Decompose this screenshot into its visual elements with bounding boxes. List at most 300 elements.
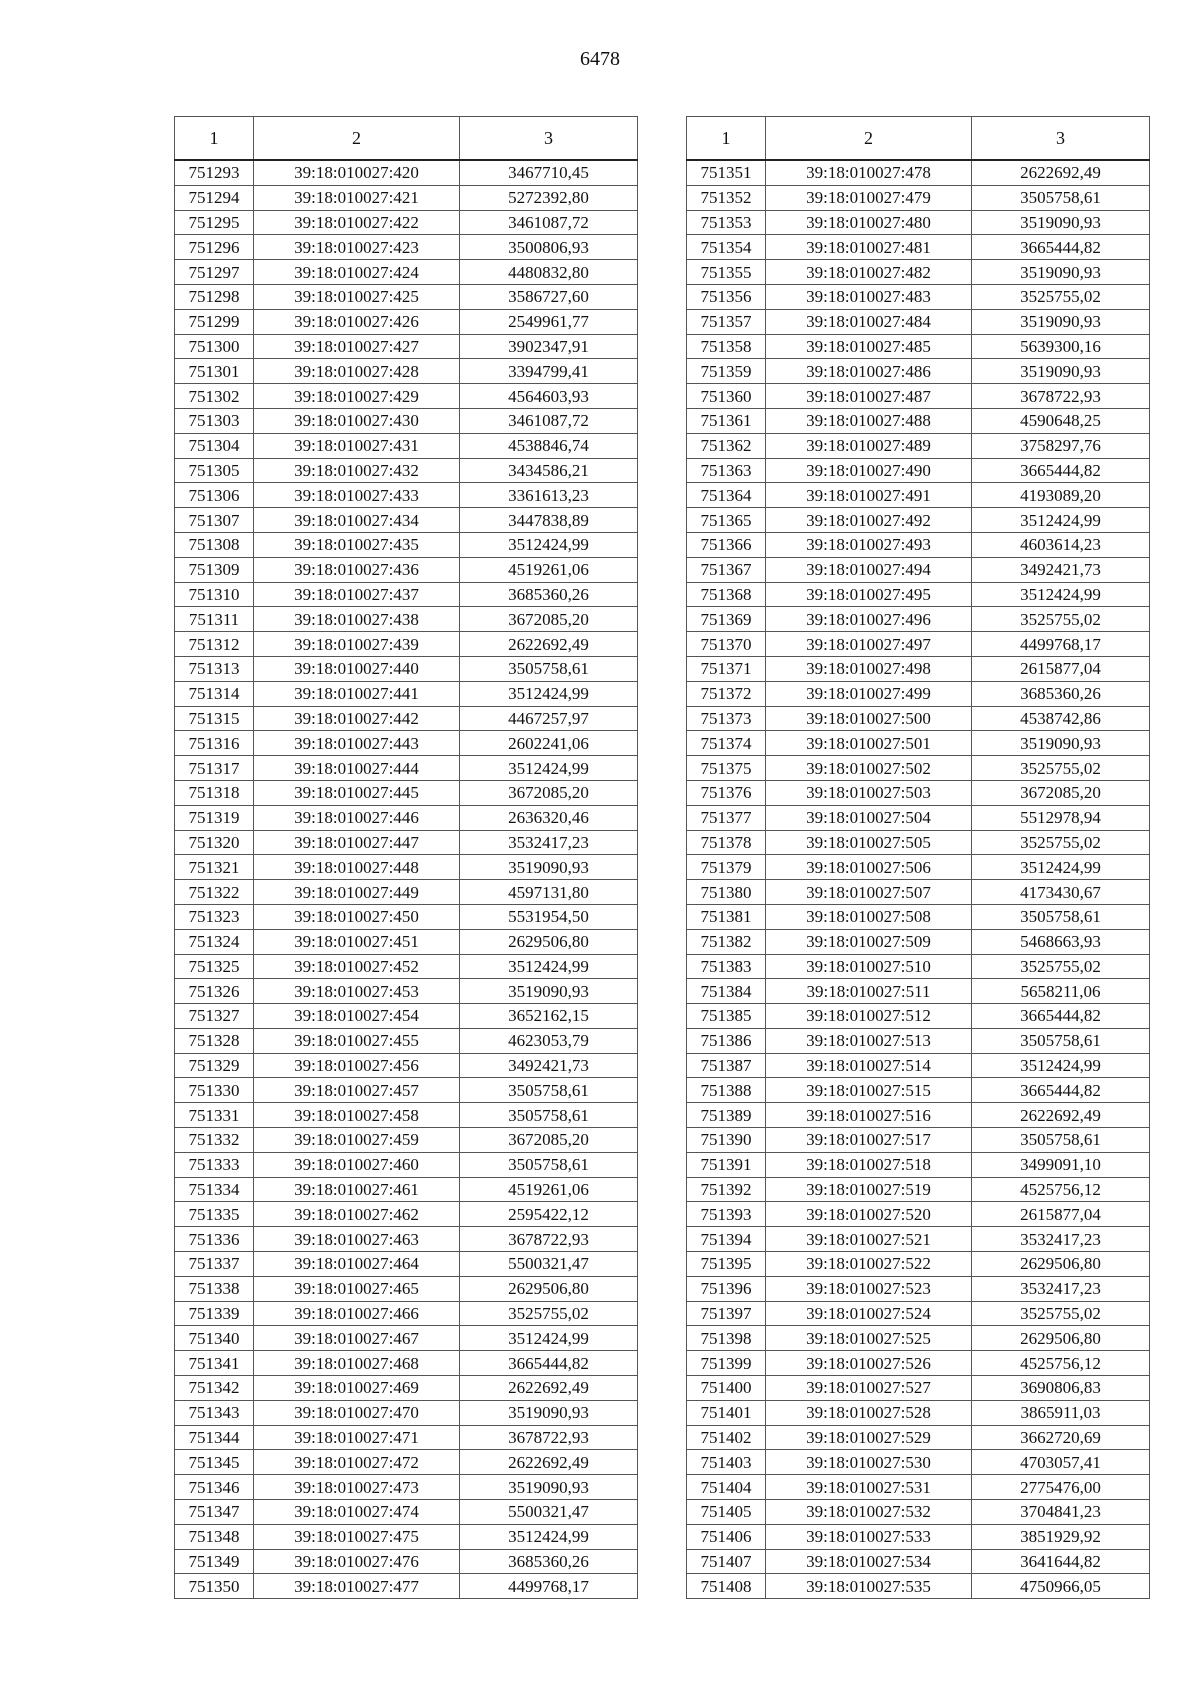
row-number-cell: 751295 [175, 210, 254, 235]
table-row [175, 780, 638, 805]
cadastral-number-cell: 39:18:010027:497 [766, 632, 972, 657]
cadastral-number-cell: 39:18:010027:505 [766, 830, 972, 855]
table-row [687, 929, 1150, 954]
row-number-cell: 751397 [687, 1301, 766, 1326]
cadastral-number-cell: 39:18:010027:508 [766, 904, 972, 929]
table-row [687, 458, 1150, 483]
table-row [687, 1202, 1150, 1227]
value-cell: 3512424,99 [460, 532, 638, 557]
cadastral-number-cell: 39:18:010027:434 [254, 508, 460, 533]
cadastral-number-cell: 39:18:010027:429 [254, 384, 460, 409]
value-cell: 2622692,49 [972, 160, 1150, 185]
table-row [175, 408, 638, 433]
table-row [175, 433, 638, 458]
cadastral-number-cell: 39:18:010027:492 [766, 508, 972, 533]
row-number-cell: 751346 [175, 1475, 254, 1500]
row-number-cell: 751369 [687, 607, 766, 632]
table-row [687, 1252, 1150, 1277]
cadastral-number-cell: 39:18:010027:423 [254, 235, 460, 260]
value-cell: 3519090,93 [972, 309, 1150, 334]
cadastral-number-cell: 39:18:010027:420 [254, 160, 460, 185]
value-cell: 3665444,82 [972, 1004, 1150, 1029]
value-cell: 3361613,23 [460, 483, 638, 508]
table-row [175, 1301, 638, 1326]
row-number-cell: 751362 [687, 433, 766, 458]
value-cell: 3690806,83 [972, 1376, 1150, 1401]
value-cell: 3865911,03 [972, 1400, 1150, 1425]
cadastral-number-cell: 39:18:010027:500 [766, 706, 972, 731]
cadastral-number-cell: 39:18:010027:431 [254, 433, 460, 458]
row-number-cell: 751400 [687, 1376, 766, 1401]
cadastral-number-cell: 39:18:010027:424 [254, 260, 460, 285]
cadastral-number-cell: 39:18:010027:495 [766, 582, 972, 607]
cadastral-number-cell: 39:18:010027:447 [254, 830, 460, 855]
row-number-cell: 751304 [175, 433, 254, 458]
row-number-cell: 751347 [175, 1500, 254, 1525]
row-number-cell: 751385 [687, 1004, 766, 1029]
value-cell: 3672085,20 [460, 607, 638, 632]
row-number-cell: 751366 [687, 532, 766, 557]
table-row [175, 1376, 638, 1401]
row-number-cell: 751396 [687, 1276, 766, 1301]
table-row [175, 1128, 638, 1153]
row-number-cell: 751308 [175, 532, 254, 557]
value-cell: 2615877,04 [972, 656, 1150, 681]
cadastral-number-cell: 39:18:010027:462 [254, 1202, 460, 1227]
value-cell: 3532417,23 [972, 1276, 1150, 1301]
value-cell: 3512424,99 [460, 756, 638, 781]
row-number-cell: 751298 [175, 284, 254, 309]
value-cell: 3519090,93 [972, 731, 1150, 756]
value-cell: 3505758,61 [460, 656, 638, 681]
table-row [175, 1252, 638, 1277]
value-cell: 3505758,61 [972, 1128, 1150, 1153]
cadastral-number-cell: 39:18:010027:520 [766, 1202, 972, 1227]
table-row [687, 532, 1150, 557]
cadastral-number-cell: 39:18:010027:421 [254, 185, 460, 210]
table-row [175, 1152, 638, 1177]
cadastral-number-cell: 39:18:010027:465 [254, 1276, 460, 1301]
table-row [175, 160, 638, 185]
cadastral-number-cell: 39:18:010027:506 [766, 855, 972, 880]
value-cell: 3512424,99 [460, 954, 638, 979]
row-number-cell: 751365 [687, 508, 766, 533]
table-row [687, 359, 1150, 384]
row-number-cell: 751340 [175, 1326, 254, 1351]
cadastral-number-cell: 39:18:010027:530 [766, 1450, 972, 1475]
cadastral-number-cell: 39:18:010027:472 [254, 1450, 460, 1475]
value-cell: 3505758,61 [460, 1103, 638, 1128]
value-cell: 3678722,93 [460, 1227, 638, 1252]
row-number-cell: 751401 [687, 1400, 766, 1425]
table-row [175, 954, 638, 979]
value-cell: 3525755,02 [972, 284, 1150, 309]
row-number-cell: 751314 [175, 681, 254, 706]
row-number-cell: 751323 [175, 904, 254, 929]
value-cell: 2622692,49 [460, 1450, 638, 1475]
cadastral-number-cell: 39:18:010027:436 [254, 557, 460, 582]
cadastral-number-cell: 39:18:010027:455 [254, 1028, 460, 1053]
cadastral-number-cell: 39:18:010027:440 [254, 656, 460, 681]
row-number-cell: 751398 [687, 1326, 766, 1351]
value-cell: 2629506,80 [972, 1252, 1150, 1277]
table-row [687, 632, 1150, 657]
cadastral-number-cell: 39:18:010027:422 [254, 210, 460, 235]
cadastral-number-cell: 39:18:010027:483 [766, 284, 972, 309]
table-row [687, 309, 1150, 334]
table-row [687, 433, 1150, 458]
column-header-3: 3 [460, 117, 638, 161]
right-table-body [687, 160, 1150, 1599]
cadastral-number-cell: 39:18:010027:468 [254, 1351, 460, 1376]
table-row [175, 1004, 638, 1029]
cadastral-number-cell: 39:18:010027:498 [766, 656, 972, 681]
value-cell: 3461087,72 [460, 210, 638, 235]
value-cell: 5272392,80 [460, 185, 638, 210]
table-row [175, 904, 638, 929]
table-row [687, 1351, 1150, 1376]
table-row [175, 1475, 638, 1500]
cadastral-number-cell: 39:18:010027:461 [254, 1177, 460, 1202]
value-cell: 3902347,91 [460, 334, 638, 359]
cadastral-number-cell: 39:18:010027:478 [766, 160, 972, 185]
cadastral-number-cell: 39:18:010027:511 [766, 979, 972, 1004]
table-row [687, 979, 1150, 1004]
table-row [175, 1574, 638, 1599]
cadastral-number-cell: 39:18:010027:527 [766, 1376, 972, 1401]
cadastral-number-cell: 39:18:010027:535 [766, 1574, 972, 1599]
row-number-cell: 751357 [687, 309, 766, 334]
table-row [687, 1475, 1150, 1500]
row-number-cell: 751344 [175, 1425, 254, 1450]
row-number-cell: 751393 [687, 1202, 766, 1227]
row-number-cell: 751387 [687, 1053, 766, 1078]
value-cell: 3505758,61 [972, 185, 1150, 210]
table-row [687, 1177, 1150, 1202]
cadastral-number-cell: 39:18:010027:456 [254, 1053, 460, 1078]
row-number-cell: 751328 [175, 1028, 254, 1053]
cadastral-number-cell: 39:18:010027:452 [254, 954, 460, 979]
table-row [687, 384, 1150, 409]
table-row [687, 557, 1150, 582]
value-cell: 3678722,93 [460, 1425, 638, 1450]
table-row [175, 979, 638, 1004]
page-number: 6478 [580, 48, 620, 70]
value-cell: 3672085,20 [460, 780, 638, 805]
value-cell: 3519090,93 [460, 1475, 638, 1500]
cadastral-number-cell: 39:18:010027:449 [254, 880, 460, 905]
table-row [175, 1450, 638, 1475]
cadastral-number-cell: 39:18:010027:437 [254, 582, 460, 607]
value-cell: 3492421,73 [972, 557, 1150, 582]
cadastral-number-cell: 39:18:010027:458 [254, 1103, 460, 1128]
table-row [175, 681, 638, 706]
column-header-2: 2 [254, 117, 460, 161]
row-number-cell: 751321 [175, 855, 254, 880]
table-row [687, 1425, 1150, 1450]
value-cell: 3519090,93 [460, 979, 638, 1004]
cadastral-number-cell: 39:18:010027:453 [254, 979, 460, 1004]
table-row [175, 1524, 638, 1549]
table-row [687, 904, 1150, 929]
value-cell: 3499091,10 [972, 1152, 1150, 1177]
cadastral-number-cell: 39:18:010027:474 [254, 1500, 460, 1525]
table-row [175, 632, 638, 657]
row-number-cell: 751330 [175, 1078, 254, 1103]
value-cell: 3685360,26 [972, 681, 1150, 706]
value-cell: 5658211,06 [972, 979, 1150, 1004]
row-number-cell: 751305 [175, 458, 254, 483]
cadastral-number-cell: 39:18:010027:510 [766, 954, 972, 979]
row-number-cell: 751331 [175, 1103, 254, 1128]
row-number-cell: 751356 [687, 284, 766, 309]
row-number-cell: 751364 [687, 483, 766, 508]
row-number-cell: 751380 [687, 880, 766, 905]
table-row [687, 656, 1150, 681]
table-row [687, 1400, 1150, 1425]
value-cell: 3641644,82 [972, 1549, 1150, 1574]
cadastral-number-cell: 39:18:010027:482 [766, 260, 972, 285]
table-row [687, 731, 1150, 756]
table-row [687, 780, 1150, 805]
row-number-cell: 751374 [687, 731, 766, 756]
table-row [687, 260, 1150, 285]
value-cell: 3851929,92 [972, 1524, 1150, 1549]
value-cell: 4499768,17 [460, 1574, 638, 1599]
value-cell: 5500321,47 [460, 1500, 638, 1525]
value-cell: 3685360,26 [460, 1549, 638, 1574]
table-row [175, 359, 638, 384]
cadastral-number-cell: 39:18:010027:496 [766, 607, 972, 632]
value-cell: 3519090,93 [972, 359, 1150, 384]
row-number-cell: 751324 [175, 929, 254, 954]
table-row [687, 235, 1150, 260]
cadastral-number-cell: 39:18:010027:441 [254, 681, 460, 706]
table-row [175, 260, 638, 285]
row-number-cell: 751353 [687, 210, 766, 235]
value-cell: 5512978,94 [972, 805, 1150, 830]
value-cell: 5500321,47 [460, 1252, 638, 1277]
row-number-cell: 751338 [175, 1276, 254, 1301]
value-cell: 3678722,93 [972, 384, 1150, 409]
row-number-cell: 751392 [687, 1177, 766, 1202]
table-row [687, 1028, 1150, 1053]
cadastral-number-cell: 39:18:010027:477 [254, 1574, 460, 1599]
table-row [687, 1276, 1150, 1301]
table-row [175, 1400, 638, 1425]
cadastral-number-cell: 39:18:010027:534 [766, 1549, 972, 1574]
value-cell: 3519090,93 [972, 210, 1150, 235]
value-cell: 3461087,72 [460, 408, 638, 433]
row-number-cell: 751341 [175, 1351, 254, 1376]
cadastral-number-cell: 39:18:010027:507 [766, 880, 972, 905]
value-cell: 3512424,99 [972, 582, 1150, 607]
table-row [175, 557, 638, 582]
row-number-cell: 751301 [175, 359, 254, 384]
row-number-cell: 751316 [175, 731, 254, 756]
row-number-cell: 751297 [175, 260, 254, 285]
cadastral-number-cell: 39:18:010027:523 [766, 1276, 972, 1301]
row-number-cell: 751293 [175, 160, 254, 185]
row-number-cell: 751348 [175, 1524, 254, 1549]
table-row [175, 1351, 638, 1376]
row-number-cell: 751371 [687, 656, 766, 681]
value-cell: 3652162,15 [460, 1004, 638, 1029]
cadastral-number-cell: 39:18:010027:488 [766, 408, 972, 433]
value-cell: 3505758,61 [460, 1152, 638, 1177]
cadastral-number-cell: 39:18:010027:533 [766, 1524, 972, 1549]
row-number-cell: 751294 [175, 185, 254, 210]
cadastral-number-cell: 39:18:010027:485 [766, 334, 972, 359]
cadastral-number-cell: 39:18:010027:448 [254, 855, 460, 880]
value-cell: 3447838,89 [460, 508, 638, 533]
column-header-1: 1 [687, 117, 766, 161]
table-row [175, 1326, 638, 1351]
row-number-cell: 751360 [687, 384, 766, 409]
table-row [175, 1549, 638, 1574]
cadastral-number-cell: 39:18:010027:428 [254, 359, 460, 384]
table-row [175, 185, 638, 210]
cadastral-number-cell: 39:18:010027:521 [766, 1227, 972, 1252]
table-row [687, 1152, 1150, 1177]
row-number-cell: 751373 [687, 706, 766, 731]
right-table [686, 116, 1150, 1599]
table-row [175, 458, 638, 483]
table-row [687, 1053, 1150, 1078]
value-cell: 3394799,41 [460, 359, 638, 384]
cadastral-number-cell: 39:18:010027:430 [254, 408, 460, 433]
cadastral-number-cell: 39:18:010027:466 [254, 1301, 460, 1326]
table-row [175, 384, 638, 409]
cadastral-number-cell: 39:18:010027:469 [254, 1376, 460, 1401]
row-number-cell: 751339 [175, 1301, 254, 1326]
table-row [687, 1004, 1150, 1029]
left-table-body [175, 160, 638, 1599]
cadastral-number-cell: 39:18:010027:499 [766, 681, 972, 706]
row-number-cell: 751320 [175, 830, 254, 855]
value-cell: 3525755,02 [972, 1301, 1150, 1326]
cadastral-number-cell: 39:18:010027:493 [766, 532, 972, 557]
row-number-cell: 751388 [687, 1078, 766, 1103]
row-number-cell: 751302 [175, 384, 254, 409]
cadastral-number-cell: 39:18:010027:494 [766, 557, 972, 582]
cadastral-number-cell: 39:18:010027:504 [766, 805, 972, 830]
row-number-cell: 751296 [175, 235, 254, 260]
row-number-cell: 751395 [687, 1252, 766, 1277]
table-row [175, 756, 638, 781]
value-cell: 4519261,06 [460, 1177, 638, 1202]
cadastral-number-cell: 39:18:010027:484 [766, 309, 972, 334]
row-number-cell: 751336 [175, 1227, 254, 1252]
cadastral-number-cell: 39:18:010027:487 [766, 384, 972, 409]
value-cell: 3532417,23 [460, 830, 638, 855]
row-number-cell: 751383 [687, 954, 766, 979]
row-number-cell: 751315 [175, 706, 254, 731]
row-number-cell: 751386 [687, 1028, 766, 1053]
table-row [175, 1500, 638, 1525]
table-row [175, 1227, 638, 1252]
row-number-cell: 751384 [687, 979, 766, 1004]
cadastral-number-cell: 39:18:010027:489 [766, 433, 972, 458]
row-number-cell: 751368 [687, 582, 766, 607]
cadastral-number-cell: 39:18:010027:526 [766, 1351, 972, 1376]
row-number-cell: 751337 [175, 1252, 254, 1277]
value-cell: 3704841,23 [972, 1500, 1150, 1525]
table-row [175, 235, 638, 260]
table-row [687, 185, 1150, 210]
row-number-cell: 751408 [687, 1574, 766, 1599]
cadastral-number-cell: 39:18:010027:529 [766, 1425, 972, 1450]
table-row [175, 210, 638, 235]
value-cell: 3500806,93 [460, 235, 638, 260]
value-cell: 2622692,49 [972, 1103, 1150, 1128]
row-number-cell: 751299 [175, 309, 254, 334]
row-number-cell: 751307 [175, 508, 254, 533]
table-row [687, 880, 1150, 905]
table-row [687, 1574, 1150, 1599]
cadastral-number-cell: 39:18:010027:438 [254, 607, 460, 632]
row-number-cell: 751377 [687, 805, 766, 830]
table-row [175, 656, 638, 681]
cadastral-number-cell: 39:18:010027:514 [766, 1053, 972, 1078]
cadastral-number-cell: 39:18:010027:532 [766, 1500, 972, 1525]
cadastral-number-cell: 39:18:010027:464 [254, 1252, 460, 1277]
table-row [175, 309, 638, 334]
value-cell: 3662720,69 [972, 1425, 1150, 1450]
cadastral-number-cell: 39:18:010027:516 [766, 1103, 972, 1128]
row-number-cell: 751309 [175, 557, 254, 582]
cadastral-number-cell: 39:18:010027:460 [254, 1152, 460, 1177]
cadastral-number-cell: 39:18:010027:518 [766, 1152, 972, 1177]
value-cell: 2775476,00 [972, 1475, 1150, 1500]
table-row [687, 1326, 1150, 1351]
cadastral-number-cell: 39:18:010027:531 [766, 1475, 972, 1500]
table-row [175, 1276, 638, 1301]
row-number-cell: 751335 [175, 1202, 254, 1227]
cadastral-number-cell: 39:18:010027:479 [766, 185, 972, 210]
row-number-cell: 751379 [687, 855, 766, 880]
table-row [175, 1053, 638, 1078]
cadastral-number-cell: 39:18:010027:490 [766, 458, 972, 483]
table-row [175, 607, 638, 632]
table-row [687, 210, 1150, 235]
cadastral-number-cell: 39:18:010027:502 [766, 756, 972, 781]
value-cell: 4590648,25 [972, 408, 1150, 433]
row-number-cell: 751363 [687, 458, 766, 483]
row-number-cell: 751381 [687, 904, 766, 929]
row-number-cell: 751306 [175, 483, 254, 508]
value-cell: 3525755,02 [972, 954, 1150, 979]
table-row [175, 284, 638, 309]
value-cell: 2602241,06 [460, 731, 638, 756]
cadastral-number-cell: 39:18:010027:476 [254, 1549, 460, 1574]
table-row [175, 1202, 638, 1227]
left-table [174, 116, 638, 1599]
row-number-cell: 751317 [175, 756, 254, 781]
table-row [687, 1078, 1150, 1103]
row-number-cell: 751403 [687, 1450, 766, 1475]
cadastral-number-cell: 39:18:010027:509 [766, 929, 972, 954]
value-cell: 3525755,02 [460, 1301, 638, 1326]
row-number-cell: 751349 [175, 1549, 254, 1574]
cadastral-number-cell: 39:18:010027:432 [254, 458, 460, 483]
value-cell: 2636320,46 [460, 805, 638, 830]
cadastral-number-cell: 39:18:010027:519 [766, 1177, 972, 1202]
column-header-2: 2 [766, 117, 972, 161]
row-number-cell: 751358 [687, 334, 766, 359]
cadastral-number-cell: 39:18:010027:470 [254, 1400, 460, 1425]
value-cell: 4623053,79 [460, 1028, 638, 1053]
